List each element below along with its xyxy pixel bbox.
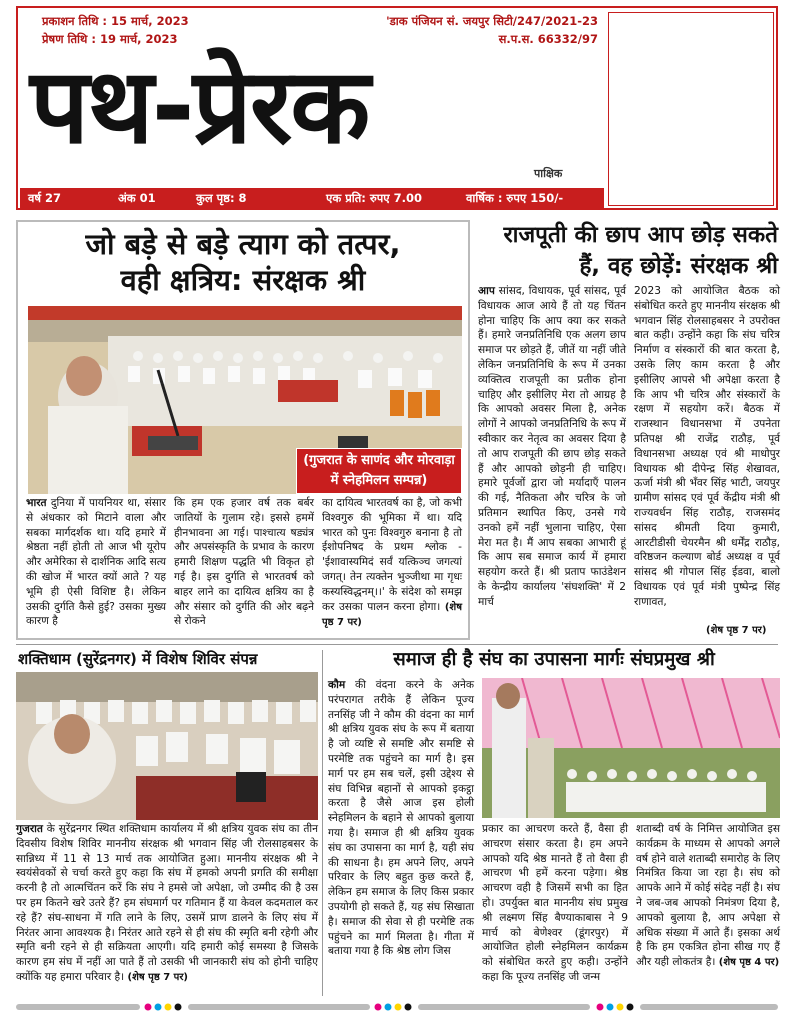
samaj-column-2 (482, 822, 628, 985)
samaj-photo (482, 678, 780, 818)
pages-label: कुल पृष्ठ: 8 (196, 191, 247, 205)
gathering-photo-illustration (482, 678, 780, 818)
lead-story (16, 220, 470, 640)
camp-photo-illustration (16, 672, 318, 820)
shaktidham-text: के सुरेंद्रनगर स्थित शक्तिधाम कार्यालय में श्री क्षत्रिय युवक संघ का तीन दिवसीय विशेष शिविर माननीय संरक्षक श्री भगवान सिंह जी रोलसाहबसर के सान्निध्य में 11 से 13 मार्च तक आयोजित हुआ। माननीय संरक्षक श्री ने स्वयंसेवकों से चर्चा करते हुए कहा कि संघ में हमको अपनी प्रगति की समीक्षा करनी है तो आत्मचिंतन करें कि संघ ने हमसे जो अपेक्षा, जो उम्मीद की है उस पर हम कितने खरे उतरे हैं? हम संघमार्ग पर गतिमान हैं या केवल कदमताल कर रहे हैं? संघ-साधना में गति लाने के लिए, उसमें प्राण डालने के लिए संघ में निरंतर आना आवश्यक है। निरंतर आते रहने से ही संघ की स्मृति बनी रहेगी और स्मृति बनी रहने से ही सक्रियता आएगी। यदि हमारी कोई समस्या है जिसके कारण हम संघ में नहीं आ पाते हैं तो उसकी भी जानकारी संघ को होनी चाहिए क्योंकि यह हमारा परिवार है। (16, 823, 318, 983)
samaj-continued: (शेष पृष्ठ 4 पर) (718, 957, 780, 969)
right-col1-text: सांसद, विधायक, पूर्व सांसद, पूर्व विधायक आज आये हैं तो यह चिंतन होना चाहिए कि आप क्या कर सकते हैं। हमारे जनप्रतिनिधि एक अलग छाप समाज पर छोड़ते हैं, जीतें या नहीं जीते लेकिन जनप्रतिनिधि के रूप में उनका व्यक्तित्व राजपूती का प्रतीक होना चाहिए और इसीलिए मेरा तो आग्रह है कि आपको अवसर मिला है, अनेक लोगों ने आपको जनप्रतिनिधि के रूप में स्वीकार कर नेतृत्व का अवसर दिया है तो आप राजपूती की छाप छोड़ सकते हैं और आपको छोड़नी ही चाहिए। हमारे पूर्वजों द्वारा जो मर्यादाएँ पालन की गई, नैतिकता और चरित्र के जो प्रतिमान स्थापित किए, उनसे गये उनको हमें नहीं भुलाना चाहिए, ऐसा मेरा मत है। मैं आप सबका आभारी हूं कि आप सब समाज कार्य में हमारा सहयोग करते हैं। श्री प्रताप फाउंडेशन के केन्द्रीय कार्यालय 'संघशक्ति' में 2 मार्च (478, 285, 626, 608)
lead-column-1 (26, 496, 166, 629)
frequency-label: पाक्षिक (534, 167, 563, 180)
lead-headline-line2: वही क्षत्रिय: संरक्षक श्री (120, 263, 366, 297)
samaj-col2-text: प्रकार का आचरण करते हैं, वैसा ही आचरण संसार करता है। हम अपने आपको यदि श्रेष्ठ मानते हैं तो वैसा ही आचरण भी हमें करना पड़ेगा। श्रेष्ठ आचरण वही है जिसमें सभी का हित हो। उपर्युक्त बात माननीय संघ प्रमुख श्री लक्ष्मण सिंह बैण्याकाबास ने 9 मार्च को बेणेश्वर (डूंगरपुर) में आयोजित होली स्नेहमिलन कार्यक्रम को संबोधित करते हुए कही। उन्होंने कहा कि पूज्य तनसिंह जी जन्म (482, 823, 628, 983)
right-col2-text: 2023 को आयोजित बैठक को संबोधित करते हुए माननीय संरक्षक श्री भगवान सिंह रोलसाहबसर ने उपरोक्त बात कही। उन्होंने कहा कि संघ चरित्र निर्माण व संस्कारों की बात करता है, उसके लिए काम करता है और इसीलिए आपसे भी अपेक्षा करता है कि आप भी चरित्र और संस्कारों के रक्षण में सहयोग करें। बैठक में राजस्थान विधानसभा में उपनेता प्रतिपक्ष श्री राजेंद्र राठौड़, पूर्व विधानसभा अध्यक्ष एवं श्री माधोपुर विधायक श्री दीपेन्द्र सिंह शेखावत, ऊर्जा मंत्री श्री भँवर सिंह भाटी, जयपुर ग्रामीण सांसद एवं पूर्व केंद्रीय मंत्री श्री राज्यवर्धन सिंह राठौड़, राजसमंद सांसद श्रीमती दिया कुमारी, आरटीडीसी चेयरमैन श्री धर्मेंद्र राठौड़, वरिष्ठजन कल्याण बोर्ड अध्यक्ष व पूर्व सांसद श्री गोपाल सिंह ईडवा, बालो विधायक एवं पूर्व मंत्री पुष्पेन्द्र सिंह राणावत, (634, 285, 780, 608)
samaj-dropword: कौम (328, 679, 346, 691)
price-label: एक प्रति: रुपए 7.00 (326, 191, 423, 205)
issue-dates (42, 12, 189, 48)
issue-label: अंक 01 (118, 191, 156, 205)
print-registration-bar (16, 1003, 778, 1011)
right-story-headline (476, 220, 778, 282)
samaj-col3-text: शताब्दी वर्ष के निमित्त आयोजित इस कार्यक्रम के माध्यम से आपको अगले वर्ष होने वाले शताब्दी समारोह के लिए निमंत्रित किया जा रहा है। संघ को आपके आने में कोई संदेह नहीं है। संघ ने जब-जब आपको निमंत्रण दिया है, आपको बुलाया है, आप अपेक्षा से अधिक संख्या में आते हैं। इसका अर्थ है कि हम एकत्रित होना सीख गए हैं और यही लोकतंत्र है। (636, 823, 780, 969)
lead-column-3 (322, 496, 462, 631)
caption-line1: (गुजरात के साणंद और मोरवाड़ा (303, 453, 455, 468)
address-box (608, 12, 774, 206)
section-divider (16, 644, 778, 645)
continued-note: (शेष पृष्ठ 7 पर) (322, 601, 462, 629)
annual-label: वार्षिक : रुपए 150/- (466, 191, 564, 205)
right-dropword: आप (478, 285, 495, 297)
samaj-headline: समाज ही है संघ का उपासना मार्गः संघप्रमुख श्री (393, 649, 715, 670)
lead-col2-text: कि हम एक हजार वर्ष तक बर्बर जातियों के गुलाम रहे। इससे हममें हीनभावना आ गई। पाश्चात्य षड्यंत्र और अपसंस्कृति के प्रभाव के कारण हमारी शिक्षण पद्धति भी विकृत हो गई है। इस दुर्गति से भारतवर्ष को बाहर लाने का दायित्व क्षत्रिय का है और संसार को दुर्गति की ओर बढ़ने से रोकने (174, 497, 314, 628)
column-divider (322, 650, 323, 996)
sps-number: स.प.स. 66332/97 (498, 32, 598, 46)
caption-line2: में स्नेहमिलन सम्पन्न) (330, 473, 428, 488)
dispatch-date: प्रेषण तिथि : 19 मार्च, 2023 (42, 32, 178, 46)
published-date: प्रकाशन तिथि : 15 मार्च, 2023 (42, 14, 189, 28)
right-headline-line2: हैं, वह छोड़ें: संरक्षक श्री (579, 253, 778, 279)
year-label: वर्ष 27 (28, 191, 62, 205)
lead-photo-caption (296, 448, 462, 494)
lead-headline-line1: जो बड़े से बड़े त्याग को तत्पर, (85, 227, 401, 261)
samaj-column-1 (328, 678, 474, 959)
postal-reg-number: 'डाक पंजियन सं. जयपुर सिटी/247/2021-23 (386, 14, 598, 28)
samaj-column-3 (636, 822, 780, 971)
lead-col3-text: का दायित्व भारतवर्ष का है, जो कभी विश्वगुरु की भूमिका में था। यदि भारत को पुनः विश्वगुरु बनाना है तो ईशोपनिषद के प्रथम श्लोक - 'ईशावास्यमिदं सर्वं यत्किञ्च जगत्यां जगत्। तेन त्यक्तेन भुञ्जीथा मा गृधः कस्यस्विद्धनम्।।' के संदेश को समझ कर उसका पालन करना होगा। (322, 497, 462, 613)
right-continued-note: (शेष पृष्ठ 7 पर) (706, 625, 767, 636)
samaj-col1-text: की वंदना करने के अनेक परंपरागत तरीके हैं लेकिन पूज्य तनसिंह जी ने कौम की वंदना का मार्ग श्री क्षत्रिय युवक संघ के रूप में बताया है जो व्यष्टि से समष्टि और समष्टि से परमेष्टि तक पहुंचने का मार्ग है। इस मार्ग पर हम सब चलें, इसी उद्देश्य से संघ विभिन्न बहानों से आपको इकट्ठा करता है जैसे आज इस होली स्नेहमिलन के बहाने से आपको बुलाया गया है। समाज ही श्री क्षत्रिय युवक संघ का उपासना का मार्ग है, यही संघ की साधना है। हम अपने लिए, अपने परिवार के लिए बहुत कुछ करते हैं, लेकिन हम समाज के लिए किस प्रकार उपयोगी हो सकते हैं, यह संघ सिखाता है। समाज की सेवा से ही परमेष्टि तक पहुंचने का मार्ग मिलता है। गीता में बताया गया है कि श्रेष्ठ लोग जिस (328, 679, 474, 958)
right-column-1 (478, 284, 626, 610)
postal-registration (336, 12, 598, 48)
right-headline-line1: राजपूती की छाप आप छोड़ सकते (503, 222, 778, 248)
shaktidham-continued: (शेष पृष्ठ 7 पर) (127, 971, 188, 983)
info-bar (20, 188, 604, 208)
lead-headline (18, 226, 468, 298)
lead-dropword: भारत (26, 497, 47, 509)
shaktidham-body (16, 822, 318, 986)
lead-column-2 (174, 496, 314, 629)
shaktidham-headline: शक्तिधाम (सुरेंद्रनगर) में विशेष शिविर संपन्न (18, 650, 258, 668)
shaktidham-dropword: गुजरात (16, 823, 43, 835)
masthead (16, 6, 778, 210)
newspaper-logo: पथ-प्रेरक (30, 45, 369, 167)
right-column-2 (634, 284, 780, 610)
lead-col1-text: दुनिया में पायनियर था, संसार से अंधकार को मिटाने वाला और सबका मार्गदर्शक था। यदि हमारे में श्रेष्ठता नहीं होती तो आज भी यूरोप और अमेरिका से दार्शनिक आदि सत्य की खोज में भारत क्यों आते ? यह भूमि ही ऐसी विशिष्ट है। लेकिन उसकी दुर्गति कैसे हुई? उसका मुख्य कारण है (26, 497, 166, 628)
shaktidham-photo (16, 672, 318, 820)
